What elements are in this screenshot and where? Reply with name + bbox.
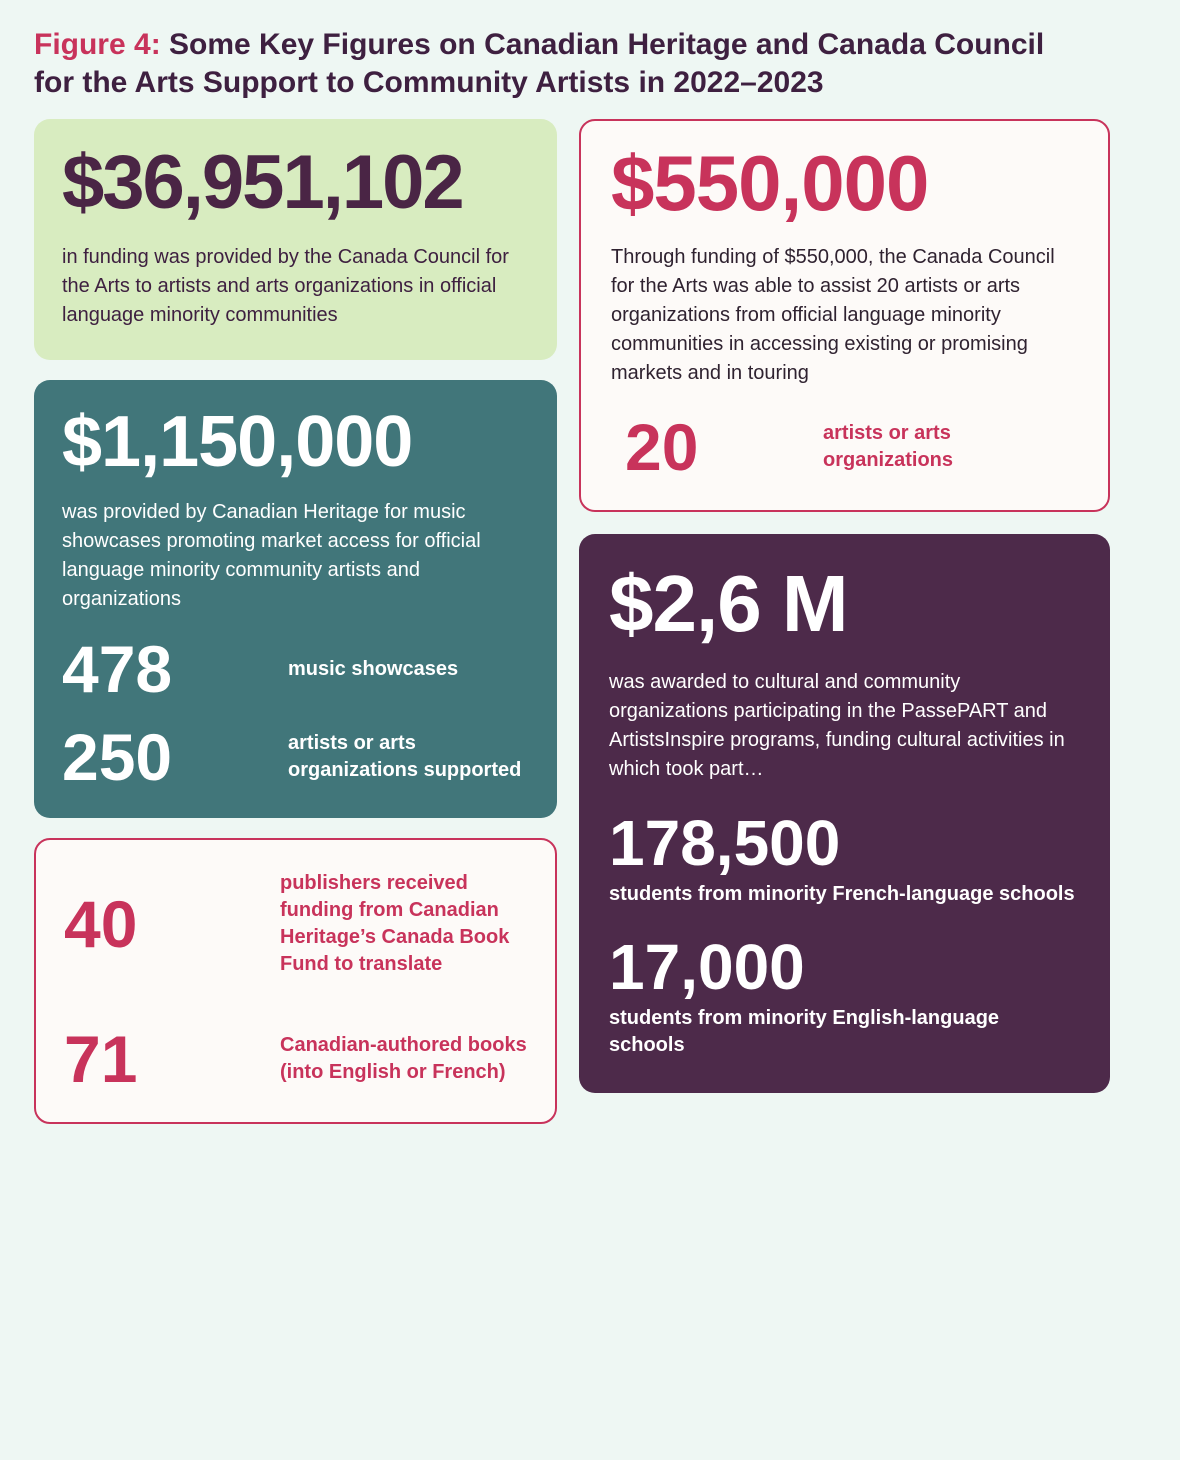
card-passepart	[579, 534, 1110, 1093]
left-column	[34, 119, 557, 1124]
books-count-label: Canadian-authored books (into English or French)	[280, 1034, 527, 1083]
music-showcases-count-label: music showcases	[288, 657, 459, 680]
english-students-label: students from minority English-language schools	[609, 1007, 1000, 1057]
figure-title-text: Some Key Figures on Canadian Heritage and Canada Council for the Arts Support to Community Artists in 2022–2023	[34, 28, 1045, 99]
stat-row	[62, 720, 529, 794]
music-showcases-amount: $1,150,000	[62, 402, 413, 482]
stat-row	[64, 1022, 527, 1096]
stat-block	[609, 806, 1080, 908]
french-students-value: 178,500	[609, 806, 841, 879]
page-title	[34, 26, 1064, 101]
stat-row	[64, 870, 527, 978]
music-artists-count-value: 250	[62, 720, 173, 794]
card-book-fund	[34, 838, 557, 1124]
market-access-amount: $550,000	[611, 139, 929, 227]
english-students-value: 17,000	[609, 931, 805, 1004]
right-column	[579, 119, 1110, 1093]
card-music-showcases	[34, 380, 557, 818]
market-access-description: Through funding of $550,000, the Canada Council for the Arts was able to assist 20 artists or arts organizations from official language minority communities in accessing existing or promising markets and in touring	[611, 245, 1055, 384]
french-students-label: students from minority French-language schools	[609, 883, 1075, 906]
music-artists-count-label: artists or arts organizations supported	[288, 732, 522, 781]
passepart-amount: $2,6 M	[609, 558, 848, 648]
passepart-description: was awarded to cultural and community organizations participating in the PassePART and ArtistsInspire programs, funding cultural activities in which took part…	[609, 670, 1065, 780]
cards-grid	[34, 119, 1146, 1124]
publishers-count-value: 40	[64, 887, 138, 961]
publishers-count-label: publishers received funding from Canadian Heritage’s Canada Book Fund to translate	[280, 872, 510, 975]
figure-label: Figure 4:	[34, 28, 161, 61]
card-market-access	[579, 119, 1110, 512]
market-access-count-label: artists or arts organizations	[823, 421, 954, 471]
card-council-funding	[34, 119, 557, 360]
stat-row	[62, 632, 529, 706]
books-count-value: 71	[64, 1022, 138, 1096]
council-funding-amount: $36,951,102	[62, 140, 463, 225]
music-showcases-description: was provided by Canadian Heritage for music showcases promoting market access for official language minority community artists and organizations	[62, 501, 481, 610]
council-funding-description: in funding was provided by the Canada Council for the Arts to artists and arts organizations in official language minority communities	[62, 246, 509, 326]
market-access-count-value: 20	[625, 409, 699, 484]
stat-block	[609, 931, 1080, 1059]
music-showcases-count-value: 478	[62, 632, 173, 706]
stat-row	[611, 409, 1078, 484]
